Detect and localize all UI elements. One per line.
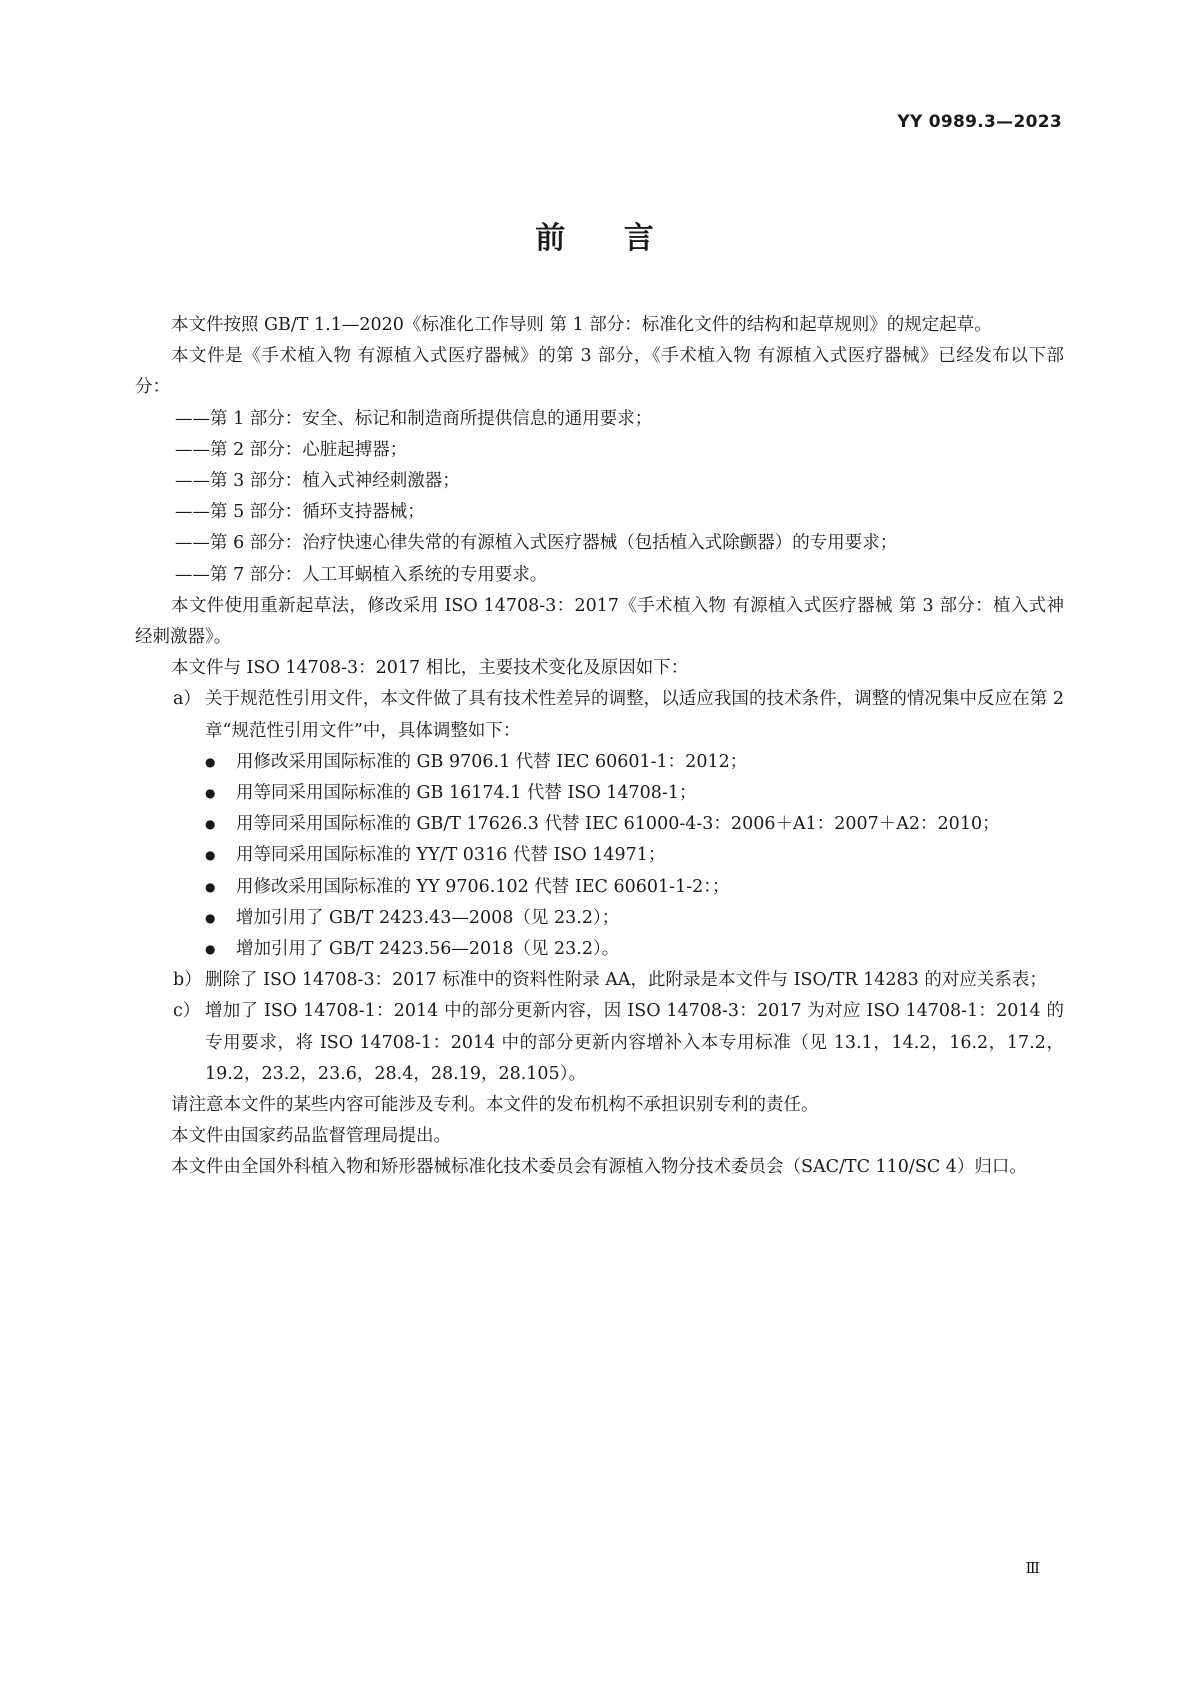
bullet-item (205, 809, 1064, 840)
change-text: 关于规范性引用文件，本文件做了具有技术性差异的调整，以适应我国的技术条件，调整的情况集中反应在第 2 章“规范性引用文件”中，具体调整如下： (205, 689, 1064, 741)
paragraph-drafting-rules: 本文件按照 GB/T 1.1—2020《标准化工作导则 第 1 部分：标准化文件的结构和起草规则》的规定起草。 (171, 315, 992, 335)
part-list-item: ——第 3 部分：植入式神经刺激器； (175, 471, 460, 492)
bullet-text: 用等同采用国际标准的 GB 16174.1 代替 ISO 14708-1； (236, 783, 697, 804)
part-list-item: ——第 1 部分：安全、标记和制造商所提供信息的通用要求； (175, 408, 653, 429)
bullet-dot-icon: ● (205, 848, 216, 863)
change-text: 增加了 ISO 14708-1：2014 中的部分更新内容，因 ISO 14708-3：2017 为对应 ISO 14708-1：2014 的专用要求，将 ISO 14708-1：2014 中的部分更新内容增补入本专用标准（见 13.1，14.2，16.2，17.2，19.2，23.2，23.6，28.4，28.19，28.105）。 (205, 1001, 1064, 1084)
bullet-dot-icon: ● (205, 942, 216, 957)
paragraph-technical-committee: 本文件由全国外科植入物和矫形器械标准化技术委员会有源植入物分技术委员会（SAC/TC 110/SC 4）归口。 (171, 1157, 1027, 1178)
bullet-item (205, 934, 1064, 965)
bullet-text: 用修改采用国际标准的 GB 9706.1 代替 IEC 60601-1：2012； (236, 751, 748, 772)
paragraph-patent-notice: 请注意本文件的某些内容可能涉及专利。本文件的发布机构不承担识别专利的责任。 (171, 1095, 819, 1116)
bullet-dot-icon: ● (205, 879, 216, 894)
part-list-item: ——第 5 部分：循环支持器械； (175, 502, 425, 523)
bullet-dot-icon: ● (205, 786, 216, 801)
part-list-item: ——第 2 部分：心脏起搏器； (175, 439, 408, 460)
paragraph-adoption-method: 本文件使用重新起草法，修改采用 ISO 14708-3：2017《手术植入物 有源植入式医疗器械 第 3 部分：植入式神经刺激器》。 (135, 595, 1064, 648)
change-marker: a） (173, 689, 201, 710)
change-item-a (135, 684, 1064, 965)
bullet-text: 用修改采用国际标准的 YY 9706.102 代替 IEC 60601-1-2：； (236, 876, 730, 897)
change-item-c (135, 996, 1064, 1090)
bullet-item (205, 778, 1064, 809)
paragraph-series-parts: 本文件是《手术植入物 有源植入式医疗器械》的第 3 部分，《手术植入物 有源植入式医疗器械》已经发布以下部分： (135, 346, 1064, 398)
part-list-item: ——第 6 部分：治疗快速心律失常的有源植入式医疗器械（包括植入式除颤器）的专用要求； (175, 533, 898, 554)
part-list-item: ——第 7 部分：人工耳蜗植入系统的专用要求。 (175, 564, 548, 585)
change-text: 删除了 ISO 14708-3：2017 标准中的资料性附录 AA，此附录是本文件与 ISO/TR 14283 的对应关系表； (205, 970, 1047, 991)
bullet-item (205, 903, 1064, 934)
paragraph-technical-changes-intro: 本文件与 ISO 14708-3：2017 相比，主要技术变化及原因如下： (171, 658, 689, 679)
change-content (205, 684, 1064, 965)
bullet-dot-icon: ● (205, 910, 216, 925)
bullet-text: 用等同采用国际标准的 GB/T 17626.3 代替 IEC 61000-4-3：2006＋A1：2007＋A2：2010； (236, 814, 1000, 835)
bullet-text: 用等同采用国际标准的 YY/T 0316 代替 ISO 14971； (236, 845, 666, 866)
bullet-item (205, 872, 1064, 903)
bullet-text: 增加引用了 GB/T 2423.56—2018（见 23.2）。 (236, 939, 620, 960)
change-item-b (135, 965, 1064, 996)
paragraph-proposer: 本文件由国家药品监督管理局提出。 (171, 1126, 451, 1147)
change-marker: b） (173, 970, 202, 991)
foreword-body (135, 310, 1064, 1184)
page-number: Ⅲ (1025, 1559, 1039, 1577)
bullet-item (205, 747, 1064, 778)
page-title: 前 言 (535, 221, 656, 256)
bullet-item (205, 840, 1064, 871)
bullet-text: 增加引用了 GB/T 2423.43—2008（见 23.2）； (236, 907, 620, 928)
change-marker: c） (173, 1001, 201, 1022)
bullet-dot-icon: ● (205, 754, 216, 769)
standard-code: YY 0989.3—2023 (897, 112, 1062, 132)
bullet-dot-icon: ● (205, 817, 216, 832)
